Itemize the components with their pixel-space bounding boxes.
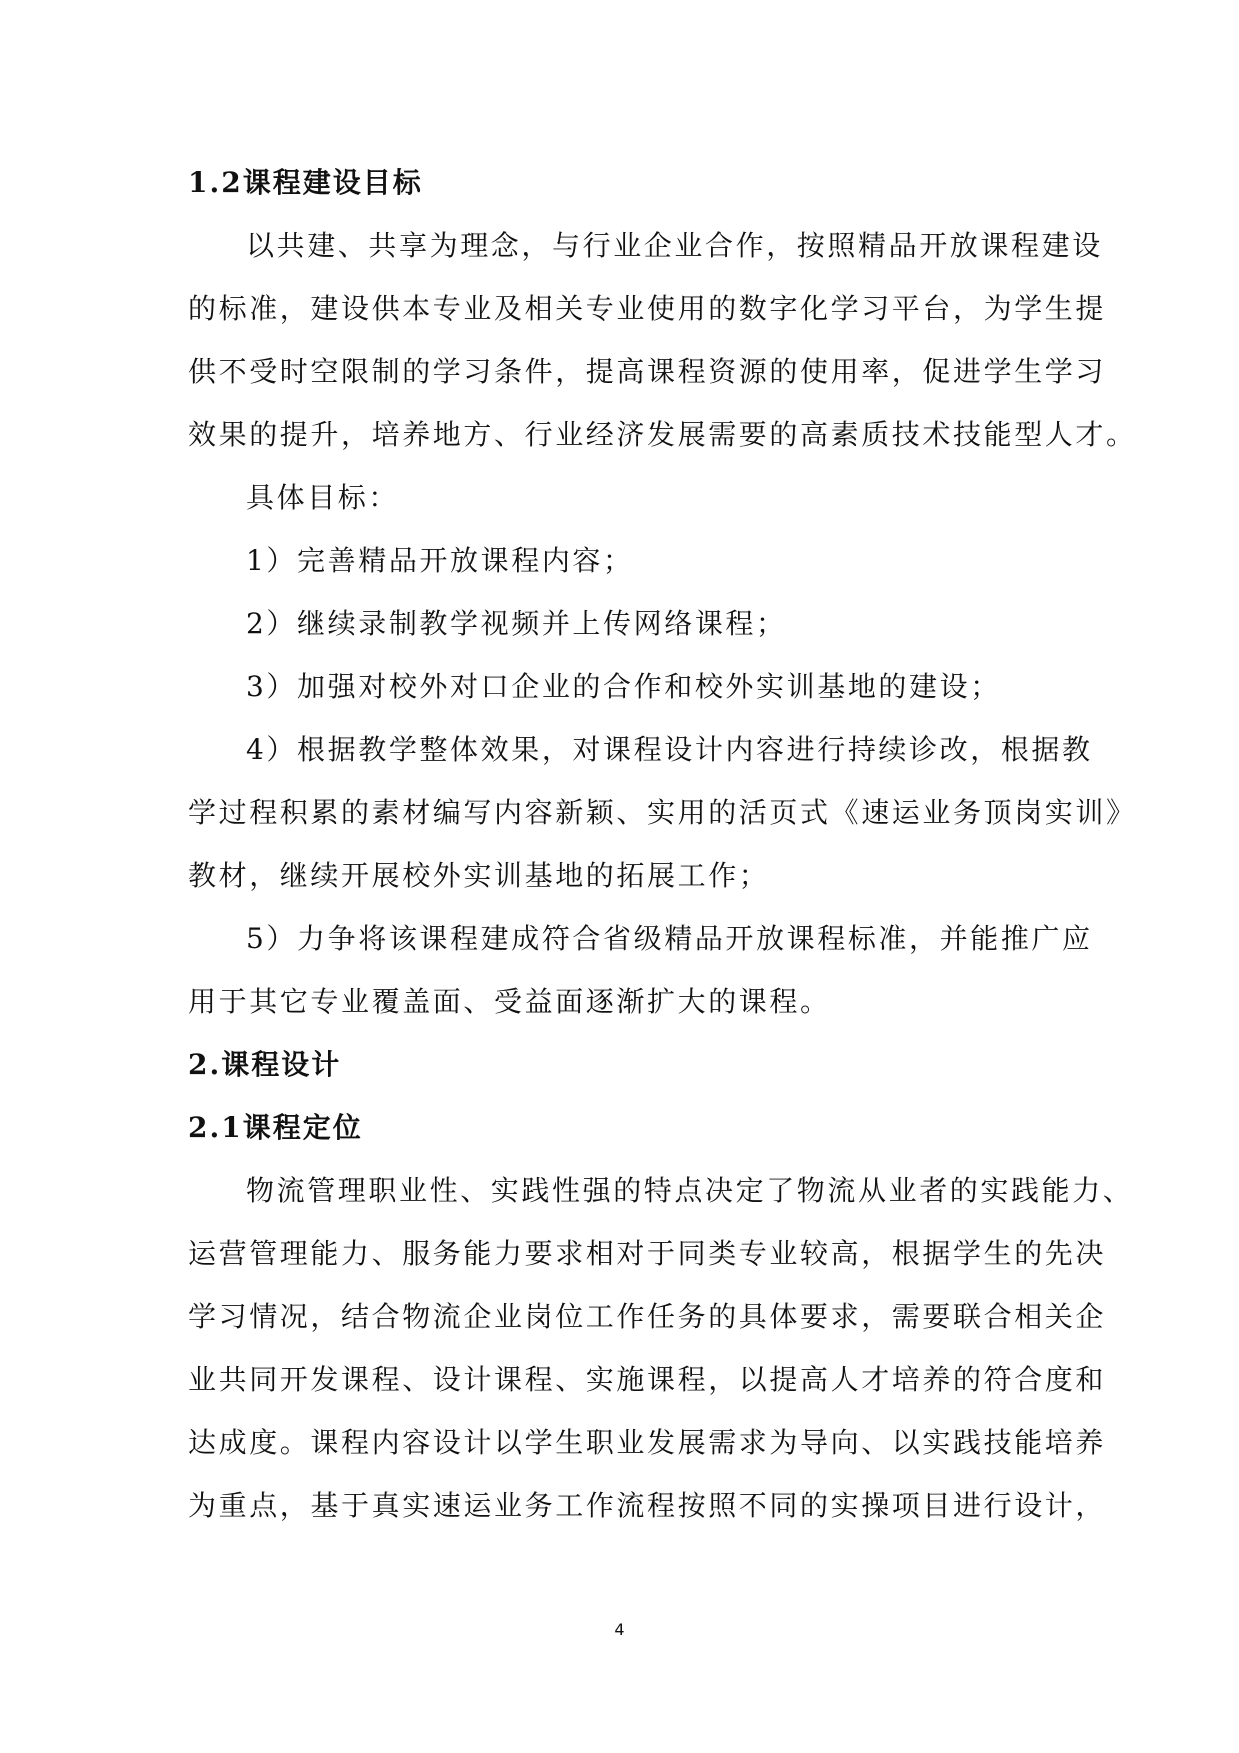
paragraph-line: 运营管理能力、服务能力要求相对于同类专业较高，根据学生的先决 [188,1237,1107,1270]
goal-item-4-line: 学过程积累的素材编写内容新颖、实用的活页式《速运业务顶岗实训》 [188,796,1137,829]
paragraph-line: 为重点，基于真实速运业务工作流程按照不同的实操项目进行设计， [188,1489,1107,1522]
page-number: 4 [614,1620,625,1639]
section-heading-2: 2.课程设计 [188,1048,342,1081]
goal-item-1: 1）完善精品开放课程内容； [246,544,634,577]
paragraph-line: 的标准，建设供本专业及相关专业使用的数字化学习平台，为学生提 [188,292,1107,325]
paragraph-line: 物流管理职业性、实践性强的特点决定了物流从业者的实践能力、 [246,1174,1134,1207]
paragraph-line: 达成度。课程内容设计以学生职业发展需求为导向、以实践技能培养 [188,1426,1107,1459]
paragraph-line: 业共同开发课程、设计课程、实施课程，以提高人才培养的符合度和 [188,1363,1107,1396]
goal-item-3: 3）加强对校外对口企业的合作和校外实训基地的建设； [246,670,1001,703]
paragraph-line: 供不受时空限制的学习条件，提高课程资源的使用率，促进学生学习 [188,355,1107,388]
goals-intro: 具体目标： [246,481,400,514]
goal-item-4-line: 教材，继续开展校外实训基地的拓展工作； [188,859,770,892]
goal-item-5-line: 用于其它专业覆盖面、受益面逐渐扩大的课程。 [188,985,831,1018]
goal-item-5: 5）力争将该课程建成符合省级精品开放课程标准，并能推广应 [246,922,1093,955]
paragraph-line: 效果的提升，培养地方、行业经济发展需要的高素质技术技能型人才。 [188,418,1137,451]
section-heading-1-2: 1.2课程建设目标 [188,166,423,199]
goal-item-2: 2）继续录制教学视频并上传网络课程； [246,607,787,640]
paragraph-line: 学习情况，结合物流企业岗位工作任务的具体要求，需要联合相关企 [188,1300,1107,1333]
section-heading-2-1: 2.1课程定位 [188,1111,363,1144]
paragraph-line: 以共建、共享为理念，与行业企业合作，按照精品开放课程建设 [246,229,1103,262]
goal-item-4: 4）根据教学整体效果，对课程设计内容进行持续诊改，根据教 [246,733,1093,766]
